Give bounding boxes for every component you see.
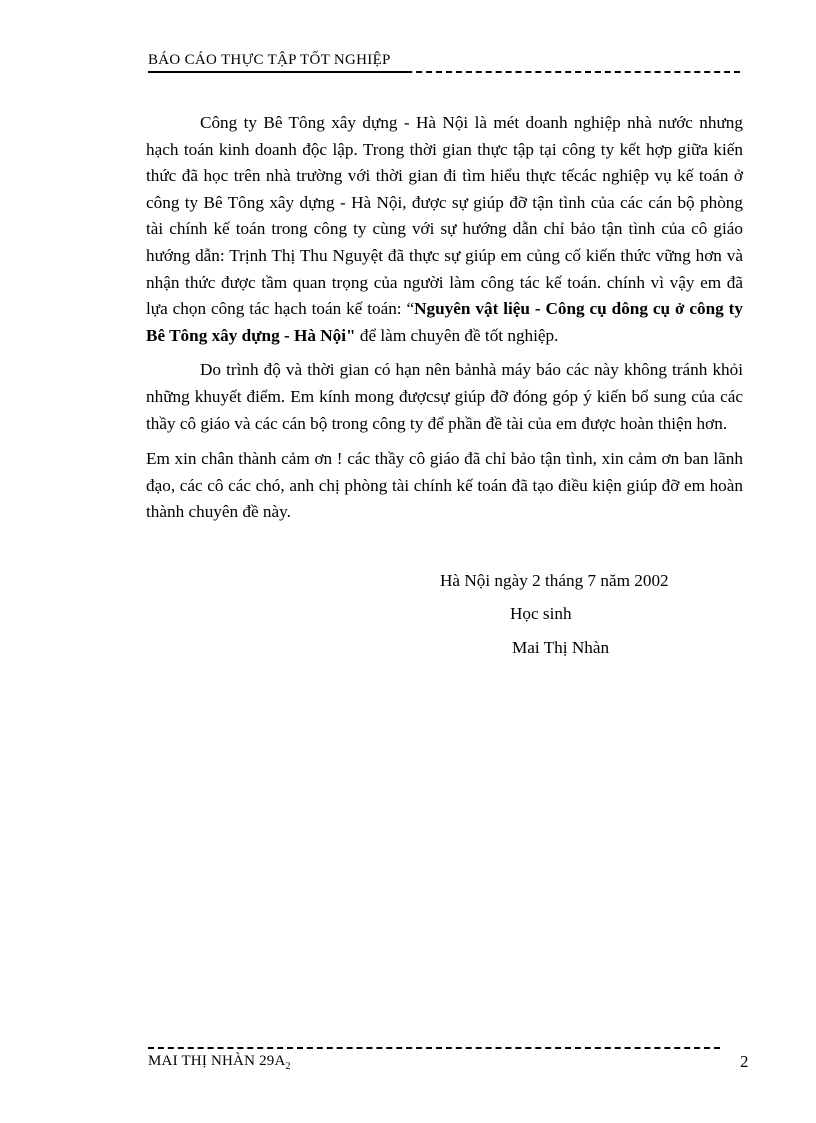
page-number: 2 [740, 1052, 749, 1071]
paragraph-intro [146, 110, 743, 349]
page-header [148, 52, 740, 69]
signature-name: Mai Thị Nhàn [512, 638, 610, 657]
signature-date: Hà Nội ngày 2 tháng 7 năm 2002 [440, 571, 669, 590]
thesis-topic: Nguyên vật liệu - Công cụ dông cụ ở công ty Bê Tông xây dựng - Hà Nội" [146, 299, 743, 345]
footer-author-subscript: 2 [285, 1061, 291, 1072]
paragraph-intro-end: để làm chuyên đề tốt nghiệp. [355, 325, 559, 345]
paragraph-thanks: Em xin chân thành cảm ơn ! các thầy cô giáo đã chỉ bảo tận tình, xin cảm ơn ban lãnh đạo, các cô các chó, anh chị phòng tài chính kế toán đã tạo điều kiện giúp đỡ em hoàn thành chuyên đề này. [146, 449, 743, 522]
paragraph-intro-text: Công ty Bê Tông xây dựng - Hà Nội là mét doanh nghiệp nhà nước nhưng hạch toán kinh doanh độc lập. Trong thời gian thực tập tại công ty kết hợp giữa kiến thức đã học trên nhà trường với thời gian đi tìm hiểu thực tếcác nghiệp vụ kế toán ở công ty Bê Tông xây dựng - Hà Nội, được sự giúp đỡ tận tình của các cán bộ phòng tài chính kế toán trong công ty cùng với sự hướng dẫn chỉ bảo tận tình của cô giáo hướng dẫn: Trịnh Thị Thu Nguyệt đã thực sự giúp em củng cố kiến thức vững hơn và nhận thức được tầm quan trọng của người làm công tác kế toán. chính vì vậy em đã lựa chọn công tác hạch toán kế toán: “ [146, 113, 743, 319]
footer-dashed-rule [148, 1047, 720, 1049]
signature-role: Học sinh [510, 604, 572, 623]
document-body [146, 110, 743, 526]
paragraph-limitations: Do trình độ và thời gian có hạn nên bảnhà máy báo các này không tránh khỏi những khuyết điểm. Em kính mong đượcsự giúp đỡ đóng góp ý kiến bổ sung của các thầy cô giáo và các cán bộ trong công ty để phần đề tài của em được hoàn thiện hơn. [146, 360, 743, 433]
footer-author [148, 1053, 291, 1072]
header-solid-rule [148, 71, 410, 73]
header-title: BÁO CÁO THỰC TẬP TỐT NGHIỆP [148, 52, 391, 68]
footer-author-text: MAI THỊ NHÀN 29A [148, 1053, 286, 1069]
